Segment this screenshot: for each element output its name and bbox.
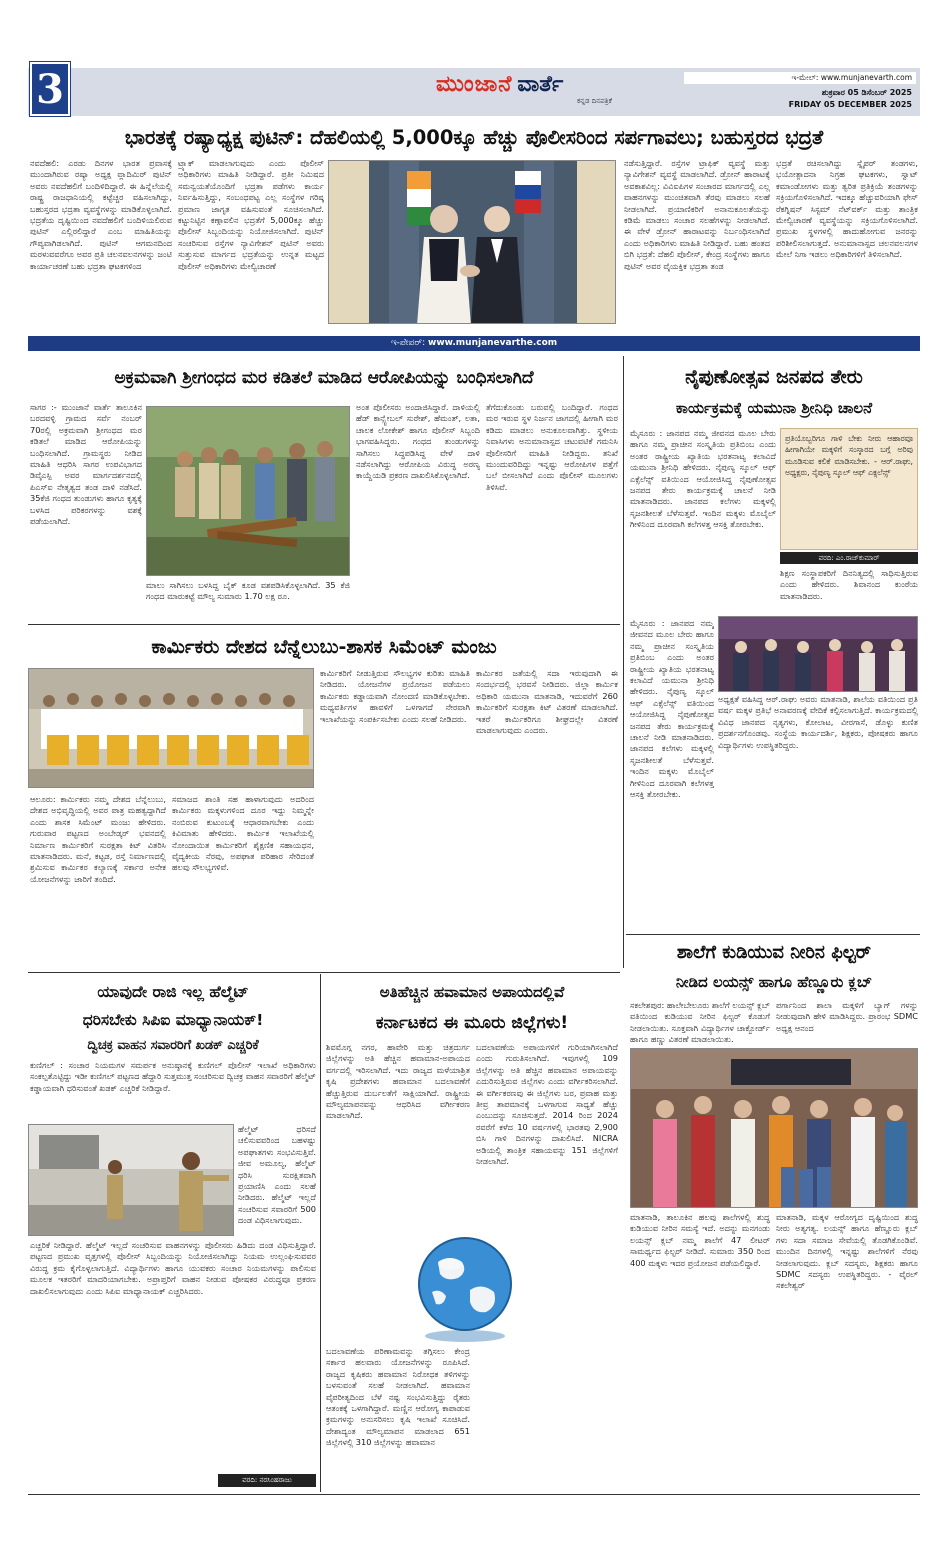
story3-photo-kit-distribution	[28, 668, 314, 788]
epaper-label: ಇ-ಪೇಪರ್:	[390, 338, 426, 348]
masthead-date-kannada: ಶುಕ್ರವಾರ 05 ಡಿಸೆಂಬರ್ 2025	[821, 88, 912, 97]
story2-headline: ಅಕ್ರಮವಾಗಿ ಶ್ರೀಗಂಧದ ಮರ ಕಡಿತಲೆ ಮಾಡಿದ ಆರೋಪಿಯನ್ನು ಬಂಧಿಸಲಾಗಿದೆ	[114, 368, 534, 388]
story4-left-lower-text: ಮೈಸೂರು : ಜಾನಪದ ನಮ್ಮ ಜೀವನದ ಮೂಲ ಬೇರು ಹಾಗೂ ನಮ್ಮ ಪ್ರಾಚೀನ ಸಂಸ್ಕೃತಿಯ ಪ್ರತಿಬಿಂಬ ಎಂದು ಅಂತರ ರಾಷ್ಟ್ರೀಯ ಖ್ಯಾತಿಯ ಭರತನಾಟ್ಯ ಕಲಾವಿದೆ ಯಮುನಾ ಶ್ರೀನಿಧಿ ಹೇಳಿದರು. ನೈಪುಣ್ಯ ಸ್ಕೂಲ್ ಆಫ್ ಎಕ್ಸೆಲೆನ್ಸ್ ವತಿಯಿಂದ ಆಯೋಜಿಸಿದ್ದ ನೈಪುಣೋತ್ಸವ ಜನಪದ ತೇರು ಕಾರ್ಯಕ್ರಮಕ್ಕೆ ಚಾಲನೆ ನೀಡಿ ಮಾತನಾಡಿದರು. ಜಾನಪದ ಕಲೆಗಳು ಮಕ್ಕಳಲ್ಲಿ ಸೃಜನಶೀಲತೆ ಬೆಳೆಸುತ್ತವೆ. ಇಂದಿನ ಮಕ್ಕಳು ಮೊಬೈಲ್ ಗೀಳಿನಿಂದ ದೂರವಾಗಿ ಕಲೆಗಳತ್ತ ಆಸಕ್ತಿ ತೋರಬೇಕು.	[630, 618, 714, 800]
story5-photo-lions-club	[630, 1048, 918, 1208]
kit-distribution-image	[29, 669, 314, 788]
lions-club-event-image	[631, 1049, 918, 1208]
masthead-title-part2: ವಾರ್ತೆ	[517, 72, 564, 97]
page-bottom-rule	[28, 1494, 920, 1495]
story3-headline: ಕಾರ್ಮಿಕರು ದೇಶದ ಬೆನ್ನೆಲುಬು-ಶಾಸಕ ಸಿಮೆಂಟ್ ಮಂಜು	[151, 636, 497, 658]
masthead-date-english: FRIDAY 05 DECEMBER 2025	[788, 100, 912, 109]
story4-subhead: ಕಾರ್ಯಕ್ರಮಕ್ಕೆ ಯಮುನಾ ಶ್ರೀನಿಧಿ ಚಾಲನೆ	[675, 399, 873, 417]
story2-column-2: ಅಂತ ಪೊಲೀಸರು ಅಂದಾಜಿಸಿದ್ದಾರೆ. ದಾಳಿಯಲ್ಲಿ ಹೆಡ್ ಕಾನ್ಸ್ಟೇಬಲ್ ಸುರೇಶ್, ಹೆಮಂತ್, ಲತಾ, ಚಾಲಕ ಲೋಕೇಶ್ ಹಾಗೂ ಪೊಲೀಸ್ ಸಿಬ್ಬಂದಿ ಭಾಗವಹಿಸಿದ್ದರು. ಗಂಧದ ತುಂಡುಗಳನ್ನು ಸಾಗಿಸಲು ಸಿದ್ಧಪಡಿಸಿದ್ದ ವೇಳೆ ದಾಳಿ ನಡೆಸಲಾಗಿದ್ದು ಆರೋಪಿಯ ವಿರುದ್ಧ ಅರಣ್ಯ ಕಾಯ್ದೆಯಡಿ ಪ್ರಕರಣ ದಾಖಲಿಸಿಕೊಳ್ಳಲಾಗಿದೆ.	[356, 402, 480, 481]
epaper-strip	[28, 336, 920, 351]
story3-column-1: ಆಲೂರು: ಕಾರ್ಮಿಕರು ನಮ್ಮ ದೇಶದ ಬೆನ್ನೆಲುಬು, ದೇಶದ ಅಭಿವೃದ್ಧಿಯಲ್ಲಿ ಅವರ ಪಾತ್ರ ಮಹತ್ವದ್ದಾಗಿದೆ ಎಂದು ಶಾಸಕ ಸಿಮೆಂಟ್ ಮಂಜು ಹೇಳಿದರು. ಗುರುವಾರ ಪಟ್ಟಣದ ಅಂಬೇಡ್ಕರ್ ಭವನದಲ್ಲಿ ನಿರ್ಮಾಣ ಕಾರ್ಮಿಕರಿಗೆ ಸುರಕ್ಷತಾ ಕಿಟ್ ವಿತರಿಸಿ ಮಾತನಾಡಿದರು. ಮನೆ, ಕಟ್ಟಡ, ರಸ್ತೆ ನಿರ್ಮಾಣದಲ್ಲಿ ಶ್ರಮಿಸುವ ಕಾರ್ಮಿಕರ ಕಲ್ಯಾಣಕ್ಕೆ ಸರ್ಕಾರ ಅನೇಕ ಯೋಜನೆಗಳನ್ನು ಜಾರಿಗೆ ತಂದಿದೆ.	[30, 794, 166, 884]
story4-headline: ನೈಪುಣೋತ್ಸವ ಜನಪದ ತೇರು	[685, 366, 863, 388]
story7-column-3: ಬದಲಾವಣೆಯ ಪರಿಣಾಮವನ್ನು ತಗ್ಗಿಸಲು ಕೇಂದ್ರ ಸರ್ಕಾರ ಹಲವಾರು ಯೋಜನೆಗಳನ್ನು ರೂಪಿಸಿದೆ. ರಾಜ್ಯದ ಕೃಷಿಕರು ಹವಾಮಾನ ನಿರೋಧಕ ತಳಿಗಳನ್ನು ಬಳಸುವಂತೆ ಸಲಹೆ ನೀಡಲಾಗಿದೆ. ಹವಾಮಾನ ವೈಪರೀತ್ಯದಿಂದ ಬೆಳೆ ನಷ್ಟ ಸಂಭವಿಸುತ್ತಿದ್ದು ರೈತರು ಆತಂಕಕ್ಕೆ ಒಳಗಾಗಿದ್ದಾರೆ. ಮಣ್ಣಿನ ಆರೋಗ್ಯ ಕಾಪಾಡುವ ಕ್ರಮಗಳನ್ನು ಅನುಸರಿಸಲು ಕೃಷಿ ಇಲಾಖೆ ಸೂಚಿಸಿದೆ. ದೇಶಾದ್ಯಂತ ಮೌಲ್ಯಮಾಪನ ಮಾಡಲಾದ 651 ಜಿಲ್ಲೆಗಳಲ್ಲಿ 310 ಜಿಲ್ಲೆಗಳನ್ನು ಹವಾಮಾನ	[326, 1346, 470, 1448]
story6-lead: ಕುಣಿಗಲ್ : ಸಂಚಾರ ನಿಯಮಗಳ ಸಮರ್ಪಕ ಅನುಷ್ಠಾನಕ್ಕೆ ಕುಣಿಗಲ್ ಪೊಲೀಸ್ ಇಲಾಖೆ ಅಧಿಕಾರಿಗಳು ಸಂಕಲ್ಪತೊಟ್ಟಿದ್ದು ಇಡೀ ಕುಣಿಗಲ್ ಪಟ್ಟಣದ ಹೆದ್ದಾರಿ ಸುತ್ತಮುತ್ತ ಸಂಚರಿಸುವ ದ್ವಿಚಕ್ರ ವಾಹನ ಸವಾರರಿಗೆ ಹೆಲ್ಮೆಟ್ ಕಡ್ಡಾಯವಾಗಿ ಧರಿಸುವಂತೆ ಖಡಕ್ ಎಚ್ಚರಿಕೆ ನೀಡಿದ್ದಾರೆ.	[30, 1060, 316, 1093]
story6-credit: ವರದಿ: ನರಸಿಂಹರಾಜು	[218, 1474, 316, 1487]
story2-column-1: ಸಾಗರ :- ಮುಂಜಾನೆ ವಾರ್ತೆ ತಾಲೂಕಿನ ಬರದವಳ್ಳಿ ಗ್ರಾಮದ ಸರ್ವೆ ನಂಬರ್ 70ರಲ್ಲಿ ಅಕ್ರಮವಾಗಿ ಶ್ರೀಗಂಧದ ಮರ ಕಡಿತಲೆ ಮಾಡಿದ ಆರೋಪಿಯನ್ನು ಬಂಧಿಸಲಾಗಿದೆ. ಗ್ರಾಮಸ್ಥರು ನೀಡಿದ ಮಾಹಿತಿ ಆಧರಿಸಿ ಸಾಗರ ಉಪವಿಭಾಗದ ಡಿವೈಎಸ್ಪಿ ಅವರ ಮಾರ್ಗದರ್ಶನದಲ್ಲಿ ಪಿಎಸ್ಐ ನೇತೃತ್ವದ ತಂಡ ದಾಳಿ ನಡೆಸಿದೆ. 35ಕೆಜಿ ಗಂಧದ ತುಂಡುಗಳು ಹಾಗೂ ಕೃತ್ಯಕ್ಕೆ ಬಳಸಿದ ಪರಿಕರಗಳನ್ನು ವಶಕ್ಕೆ ಪಡೆಯಲಾಗಿದೆ.	[30, 402, 142, 527]
story6-column-1: ಹೆಲ್ಮೆಟ್ ಧರಿಸದೆ ಚಲಿಸುವವರಿಂದ ಬಹಳಷ್ಟು ಅಪಘಾತಗಳು ಸಂಭವಿಸುತ್ತಿವೆ. ಜೀವ ಅಮೂಲ್ಯ, ಹೆಲ್ಮೆಟ್ ಧರಿಸಿ ಸುರಕ್ಷಿತವಾಗಿ ಪ್ರಯಾಣಿಸಿ ಎಂದು ಸಲಹೆ ನೀಡಿದರು. ಹೆಲ್ಮೆಟ್ ಇಲ್ಲದೆ ಸಂಚರಿಸುವ ಸವಾರರಿಗೆ 500 ದಂಡ ವಿಧಿಸಲಾಗುವುದು.	[238, 1124, 316, 1226]
lower-section-rule	[28, 972, 620, 973]
story2-caption: ಮಾಲು ಸಾಗಿಸಲು ಬಳಸಿದ್ದ ಬೈಕ್ ಕೂಡ ವಶಪಡಿಸಿಕೊಳ್ಳಲಾಗಿದೆ. 35 ಕೆಜಿ ಗಂಧದ ಮಾರುಕಟ್ಟೆ ಮೌಲ್ಯ ಸುಮಾರು 1.70 ಲಕ್ಷ ರೂ.	[146, 580, 350, 602]
story4-left-lower-fill	[630, 618, 714, 932]
story7-column-2: ಬದಲಾವಣೆಯ ಅಪಾಯಗಳಿಗೆ ಗುರಿಯಾಗಿಸಲಾಗಿದೆ ಎಂದು ಗುರುತಿಸಲಾಗಿದೆ. ಇವುಗಳಲ್ಲಿ 109 ಜಿಲ್ಲೆಗಳನ್ನು ಅತಿ ಹೆಚ್ಚಿನ ಹವಾಮಾನ ಅಪಾಯವನ್ನು ಎದುರಿಸುತ್ತಿರುವ ಜಿಲ್ಲೆಗಳು ಎಂದು ವರ್ಗೀಕರಿಸಲಾಗಿದೆ. ಈ ವರ್ಗೀಕರಣವು ಈ ಜಿಲ್ಲೆಗಳು ಬರ, ಪ್ರವಾಹ ಮತ್ತು ತೀವ್ರ ತಾಪಮಾನಕ್ಕೆ ಒಳಗಾಗುವ ಸಾಧ್ಯತೆ ಹೆಚ್ಚು ಎಂಬುದನ್ನು ಸೂಚಿಸುತ್ತದೆ. 2014 ರಿಂದ 2024 ರವರೆಗೆ ಕಳೆದ 10 ವರ್ಷಗಳಲ್ಲಿ ಭಾರತವು 2,900 ಬಿಸಿ ಗಾಳಿ ದಿನಗಳನ್ನು ದಾಖಲಿಸಿದೆ. NICRA ಅಡಿಯಲ್ಲಿ ತಾಂತ್ರಿಕ ಸಹಾಯವನ್ನು 151 ಜಿಲ್ಲೆಗಳಿಗೆ ನೀಡಲಾಗಿದೆ.	[476, 1042, 618, 1167]
story3-column-4: ಕಾರ್ಮಿಕರ ಜತೆಯಲ್ಲಿ ಸದಾ ಇರುವುದಾಗಿ ಈ ಸಂದರ್ಭದಲ್ಲಿ ಭರವಸೆ ನೀಡಿದರು. ಜಿಲ್ಲಾ ಕಾರ್ಮಿಕ ಅಧಿಕಾರಿ ಯಮುನಾ ಮಾತನಾಡಿ, ಇದುವರೆಗೆ 260 ಕಾರ್ಮಿಕರಿಗೆ ಸುರಕ್ಷತಾ ಕಿಟ್ ವಿತರಣೆ ಮಾಡಲಾಗಿದೆ. ಇತರೆ ಕಾರ್ಮಿಕರಿಗೂ ಶೀಘ್ರದಲ್ಲೇ ವಿತರಣೆ ಮಾಡಲಾಗುವುದು ಎಂದರು.	[476, 668, 618, 736]
masthead-tagline: ಕನ್ನಡ ದಿನಪತ್ರಿಕೆ	[576, 97, 612, 105]
traffic-police-image	[29, 1125, 234, 1236]
globe-icon	[410, 1232, 520, 1344]
story5-headline: ಶಾಲೆಗೆ ಕುಡಿಯುವ ನೀರಿನ ಫಿಲ್ಟರ್	[676, 942, 872, 963]
story1-column-3: ನಡೆಸುತ್ತಿದ್ದಾರೆ. ರಸ್ತೆಗಳ ಟ್ರಾಫಿಕ್ ವ್ಯವಸ್ಥೆ ಮತ್ತು ನ್ಯಾವಿಗೇಶನ್ ವ್ಯವಸ್ಥೆ ಮಾಡಲಾಗಿದೆ. ಡ್ರೋನ್ ಹಾರಾಟಕ್ಕೆ ಅವಕಾಶವಿಲ್ಲ: ವಿವಿಐಪಿಗಳ ಸಂಚಾರದ ಮಾರ್ಗದಲ್ಲಿ ಎಲ್ಲ ವಾಹನಗಳನ್ನು ಮುಂಚಿತವಾಗಿ ತೆರವು ಮಾಡಲು ಸಲಹೆ ನೀಡಲಾಗಿದೆ. ಪ್ರಯಾಣಿಕರಿಗೆ ಅನಾನುಕೂಲತೆಯನ್ನು ಕಡಿಮೆ ಮಾಡಲು ಸಂಚಾರ ಸಲಹೆಗಳನ್ನು ನೀಡಲಾಗಿದೆ. ಈ ವೇಳೆ ಡ್ರೋನ್ ಹಾರಾಟವನ್ನು ನಿರ್ಬಂಧಿಸಲಾಗಿದೆ ಎಂದು ಅಧಿಕಾರಿಗಳು ಮಾಹಿತಿ ನೀಡಿದ್ದಾರೆ. ಬಹು ಹಂತದ ಬಿಗಿ ಭದ್ರತೆ: ದೆಹಲಿ ಪೊಲೀಸ್, ಕೇಂದ್ರ ಸಂಸ್ಥೆಗಳು ಹಾಗೂ ಪುಟಿನ್ ಅವರ ವೈಯಕ್ತಿಕ ಭದ್ರತಾ ತಂಡ	[624, 158, 770, 271]
story5-column-1: ಸಕಲೇಶಪುರ: ಹಾಲೇಬೇಲೂರು ಶಾಲೆಗೆ ಲಯನ್ಸ್ ಕ್ಲಬ್ ವತಿಯಿಂದ ಕುಡಿಯುವ ನೀರಿನ ಫಿಲ್ಟರ್ ಕೊಡುಗೆ ನೀಡಲಾಯಿತು. ಸೂಕ್ತವಾಗಿ ವಿದ್ಯಾರ್ಥಿಗಳ ಚಾಕ್ಬೋರ್ಡ್ ಹಾಗೂ ಹಣ್ಣು ವಿತರಣೆ ಮಾಡಲಾಯಿತು.	[630, 1000, 770, 1045]
story5-column-3: ಮಾತನಾಡಿ, ತಾಲೂಕಿನ ಹಲವು ಶಾಲೆಗಳಲ್ಲಿ ಶುದ್ಧ ಕುಡಿಯುವ ನೀರಿನ ಸಮಸ್ಯೆ ಇದೆ. ಅದನ್ನು ಮನಗಂಡು ಲಯನ್ಸ್ ಕ್ಲಬ್ ನಮ್ಮ ಶಾಲೆಗೆ 47 ಲೀಟರ್ ಸಾಮರ್ಥ್ಯದ ಫಿಲ್ಟರ್ ನೀಡಿದೆ. ಸುಮಾರು 350 ರಿಂದ 400 ಮಕ್ಕಳು ಇದರ ಪ್ರಯೋಜನ ಪಡೆಯಲಿದ್ದಾರೆ.	[630, 1212, 770, 1268]
lower-column-divider	[320, 974, 321, 1492]
story4-quote: ಪ್ರತಿಯೊಬ್ಬರಿಗೂ ಗಾಳಿ ಬೇಕು ನೀರು ಆಹಾರವೂ ಹೀಗಾಗಿಯೇ ಮಕ್ಕಳಿಗೆ ಸಂಸ್ಕಾರದ ಬಗ್ಗೆ ಅರಿವು ಮೂಡಿಸುವ ಕಲಿಕೆ ಮಾಡಿಸಬೇಕು. - ಆರ್.ರಾಘು, ಅಧ್ಯಕ್ಷರು, ನೈಪುಣ್ಯ ಸ್ಕೂಲ್ ಆಫ್ ಎಕ್ಸಲೆನ್ಸ್	[785, 434, 913, 478]
story1-column-1: ನವದೆಹಲಿ: ಎರಡು ದಿನಗಳ ಭಾರತ ಪ್ರವಾಸಕ್ಕೆ ಮುಂದಾಗಿರುವ ರಷ್ಯಾ ಅಧ್ಯಕ್ಷ ವ್ಲಾದಿಮಿರ್ ಪುಟಿನ್ ಅವರು ನವದೆಹಲಿಗೆ ಬಂದಿಳಿದಿದ್ದಾರೆ. ಈ ಹಿನ್ನೆಲೆಯಲ್ಲಿ ರಾಷ್ಟ್ರ ರಾಜಧಾನಿಯಲ್ಲಿ ಕಟ್ಟೆಚ್ಚರ ವಹಿಸಲಾಗಿದ್ದು, ಬಹುಸ್ತರದ ಭದ್ರತಾ ವ್ಯವಸ್ಥೆಗಳನ್ನು ಮಾಡಿಕೊಳ್ಳಲಾಗಿದೆ. ಭದ್ರತೆಯ ದೃಷ್ಟಿಯಿಂದ ನವದೆಹಲಿಗೆ ಬಂದಿಳಿಯಲಿರುವ ಪುಟಿನ್ ಎಲ್ಲಿರಲಿದ್ದಾರೆ ಎಂಬ ಮಾಹಿತಿಯನ್ನು ಗೌಪ್ಯವಾಗಿಡಲಾಗಿದೆ. ಪುಟಿನ್ ಆಗಮನದಿಂದ ಮರಳುವವರೆಗೂ ಅವರ ಪ್ರತಿ ಚಲನವಲನಗಳನ್ನು ಜಂಟಿ ಕಾರ್ಯಾಚರಣೆ ಬಹು ಭದ್ರತಾ ಘಟಕಗಳಿಂದ	[30, 158, 172, 271]
section-divider	[28, 624, 620, 625]
story1-column-4: ಭದ್ರತೆ ರಚಿಸಲಾಗಿದ್ದು ಸ್ನೈಪರ್ ತಂಡಗಳು, ಭಯೋತ್ಪಾದನಾ ನಿಗ್ರಹ ಘಟಕಗಳು, ಸ್ವಾಟ್ ಕಮಾಂಡೋಗಳು ಮತ್ತು ತ್ವರಿತ ಪ್ರತಿಕ್ರಿಯೆ ತಂಡಗಳನ್ನು ಸಕ್ರಿಯಗೊಳಿಸಲಾಗಿದೆ. ಇದಕ್ಕೂ ಹೆಚ್ಚುವರಿಯಾಗಿ ಫೇಸ್ ರೆಕಗ್ನಿಷನ್ ಸಿಸ್ಟಮ್ ನೆಟ್‌ವರ್ಕ್ ಮತ್ತು ತಾಂತ್ರಿಕ ಮೇಲ್ವಿಚಾರಣೆ ವ್ಯವಸ್ಥೆಯನ್ನು ಸಕ್ರಿಯಗೊಳಿಸಲಾಗಿದೆ. ಪ್ರಮುಖ ಸ್ಥಳಗಳಲ್ಲಿ ಹಾದುಹೋಗುವ ಜನರನ್ನು ಪರಿಶೀಲಿಸಲಾಗುತ್ತದೆ. ಅನುಮಾನಾಸ್ಪದ ಚಲನವಲನಗಳ ಮೇಲೆ ನಿಗಾ ಇಡಲು ಅಧಿಕಾರಿಗಳಿಗೆ ತಿಳಿಸಲಾಗಿದೆ.	[776, 158, 918, 260]
summit-handshake-image	[329, 161, 616, 324]
story1-headline: ಭಾರತಕ್ಕೆ ರಷ್ಯಾಧ್ಯಕ್ಷ ಪುಟಿನ್: ದೆಹಲಿಯಲ್ಲಿ 5,000ಕ್ಕೂ ಹೆಚ್ಚು ಪೊಲೀಸರಿಂದ ಸರ್ಪಗಾವಲು; ಬಹುಸ್ತರದ ಭದ್ರತೆ	[124, 126, 824, 149]
story6-photo-traffic-police	[28, 1124, 234, 1236]
masthead-title-part1: ಮುಂಜಾನೆ	[436, 72, 513, 97]
story2-column-3: ತೆಗೆದುಕೊಂಡು ಬರುವಲ್ಲಿ ಬಂದಿದ್ದಾರೆ. ಗಂಧದ ಮರ ಇರುವ ಸ್ಥಳ ನಿರ್ಜನ ಜಾಗದಲ್ಲಿ ಹೀಗಾಗಿ ಮರ ಕಡಿದು ಮಾಡಲು ಅನುಕೂಲವಾಗಿತ್ತು. ಸ್ಥಳೀಯ ನಿವಾಸಿಗಳು ಅನುಮಾನಾಸ್ಪದ ಚಟುವಟಿಕೆ ಗಮನಿಸಿ ಪೊಲೀಸರಿಗೆ ಮಾಹಿತಿ ನೀಡಿದ್ದರು. ತನಿಖೆ ಮುಂದುವರಿದಿದ್ದು ಇನ್ನಷ್ಟು ಆರೋಪಿಗಳ ಪತ್ತೆಗೆ ಬಲೆ ಬೀಸಲಾಗಿದೆ ಎಂದು ಪೊಲೀಸ್ ಮೂಲಗಳು ತಿಳಿಸಿವೆ.	[486, 402, 618, 492]
page-number-badge	[30, 62, 70, 116]
police-seizure-image	[147, 407, 350, 576]
story6-headline-line1: ಯಾವುದೇ ರಾಜಿ ಇಲ್ಲ ಹೆಲ್ಮೆಟ್	[97, 983, 249, 1001]
story4-column-3-text: ಅಧ್ಯಕ್ಷತೆ ವಹಿಸಿದ್ದ ಆರ್.ರಾಘು ಅವರು ಮಾತನಾಡಿ, ಶಾಲೆಯ ವತಿಯಿಂದ ಪ್ರತಿ ವರ್ಷ ಮಕ್ಕಳ ಪ್ರತಿಭೆ ಅನಾವರಣಕ್ಕೆ ವೇದಿಕೆ ಕಲ್ಪಿಸಲಾಗುತ್ತಿದೆ. ಕಾರ್ಯಕ್ರಮದಲ್ಲಿ ವಿವಿಧ ಜಾನಪದ ನೃತ್ಯಗಳು, ಕೋಲಾಟ, ವೀರಗಾಸೆ, ಡೊಳ್ಳು ಕುಣಿತ ಪ್ರದರ್ಶನಗೊಂಡವು. ಸಂಸ್ಥೆಯ ಕಾರ್ಯದರ್ಶಿ, ಶಿಕ್ಷಕರು, ಪೋಷಕರು ಹಾಗೂ ವಿದ್ಯಾರ್ಥಿಗಳು ಉಪಸ್ಥಿತರಿದ್ದರು.	[718, 694, 918, 750]
story6-headline-line3: ದ್ವಿಚಕ್ರ ವಾಹನ ಸವಾರರಿಗೆ ಖಡಕ್ ಎಚ್ಚರಿಕೆ	[87, 1038, 259, 1053]
story4-bottom-rule	[626, 934, 920, 935]
story4-photo-stage	[718, 616, 918, 692]
masthead-logo	[436, 72, 636, 112]
story5-subhead: ನೀಡಿದ ಲಯನ್ಸ್ ಹಾಗೂ ಹೆಣ್ಣೂರು ಕ್ಲಬ್	[675, 973, 873, 991]
story1-column-2: ಟ್ರ್ಯಾಕ್ ಮಾಡಲಾಗುವುದು ಎಂದು ಪೊಲೀಸ್ ಅಧಿಕಾರಿಗಳು ಮಾಹಿತಿ ನೀಡಿದ್ದಾರೆ. ಪ್ರತೀ ನಿಮಿಷದ ಸಮನ್ವಯತೆಯೊಂದಿಗೆ ಭದ್ರತಾ ಪಡೆಗಳು ಕಾರ್ಯ ನಿರ್ವಹಿಸುತ್ತಿದ್ದು, ಸಂಬಂಧಪಟ್ಟ ಎಲ್ಲ ಸಂಸ್ಥೆಗಳ ಗರಿಷ್ಠ ಪ್ರಮಾಣ ಜಾಗೃತ ವಹಿಸುವಂತೆ ಸೂಚಿಸಲಾಗಿದೆ. ಕಟ್ಟುನಿಟ್ಟಿನ ಕಣ್ಗಾವಲಿನ ಭದ್ರತೆಗೆ 5,000ಕ್ಕೂ ಹೆಚ್ಚು ಪೊಲೀಸ್ ಸಿಬ್ಬಂದಿಯನ್ನು ನಿಯೋಜಿಸಲಾಗಿದೆ. ಪುಟಿನ್ ಸಂಚರಿಸುವ ರಸ್ತೆಗಳ ನ್ಯಾವಿಗೇಶನ್ ಪುಟಿನ್ ಅವರು ಸುತ್ತುಸುವ ಮಾರ್ಗದ ಭದ್ರತೆಯನ್ನು ಉನ್ನತ ಮಟ್ಟದ ಪೊಲೀಸ್ ಅಧಿಕಾರಿಗಳು ಮೇಲ್ವಿಚಾರಣೆ	[178, 158, 324, 271]
page-number: 3	[36, 66, 64, 113]
story3-column-2: ಸಮಾಜದ ಶಾಂತಿ ಸಹ ಹಾಳಾಗುವುದು ಅದರಿಂದ ಕಾರ್ಮಿಕರು ಮಕ್ಕಳುಗಳಿಂದ ದೂರ ಇದ್ದು ನಿಮ್ಮನ್ನೇ ನಂಬಿರುವ ಕುಟುಂಬಕ್ಕೆ ಆಧಾರವಾಗಬೇಕು ಎಂದು ಕಿವಿಮಾತು ಹೇಳಿದರು. ಕಾರ್ಮಿಕ ಇಲಾಖೆಯಲ್ಲಿ ನೋಂದಾಯಿತ ಕಾರ್ಮಿಕರಿಗೆ ಶೈಕ್ಷಣಿಕ ಸಹಾಯಧನ, ವೈದ್ಯಕೀಯ ನೆರವು, ಅಪಘಾತ ಪರಿಹಾರ ಸೇರಿದಂತೆ ಹಲವು ಸೌಲಭ್ಯಗಳಿವೆ.	[172, 794, 314, 873]
story5-column-4: ಮಾತನಾಡಿ, ಮಕ್ಕಳ ಆರೋಗ್ಯದ ದೃಷ್ಟಿಯಿಂದ ಶುದ್ಧ ನೀರು ಅತ್ಯಗತ್ಯ. ಲಯನ್ಸ್ ಹಾಗೂ ಹೆಣ್ಣೂರು ಕ್ಲಬ್ ಗಳು ಸದಾ ಸಮಾಜ ಸೇವೆಯಲ್ಲಿ ತೊಡಗಿಕೊಂಡಿವೆ. ಮುಂದಿನ ದಿನಗಳಲ್ಲಿ ಇನ್ನಷ್ಟು ಶಾಲೆಗಳಿಗೆ ನೆರವು ನೀಡಲಾಗುವುದು. ಕ್ಲಬ್ ಸದಸ್ಯರು, ಶಿಕ್ಷಕರು ಹಾಗೂ SDMC ಸದಸ್ಯರು ಉಪಸ್ಥಿತರಿದ್ದರು. - ವೈರಲ್ ಸಕಲೇಶ್ವರ್	[776, 1212, 918, 1291]
story6-headline-line2: ಧರಿಸಬೇಕು ಸಿಪಿಐ ಮಾಧ್ಯಾನಾಯಕ್!	[82, 1011, 264, 1029]
story2-photo-police-seizure	[146, 406, 350, 576]
masthead-website: ಇ-ಮೇಲ್: www.munjanevarth.com	[684, 72, 916, 84]
story7-column-1: ಶಿವಮೊಗ್ಗ ನಗರ, ಹಾವೇರಿ ಮತ್ತು ಚಿತ್ರದುರ್ಗ ಜಿಲ್ಲೆಗಳನ್ನು ಅತಿ ಹೆಚ್ಚಿನ ಹವಾಮಾನ-ಅಪಾಯದ ವರ್ಗದಲ್ಲಿ ಇರಿಸಲಾಗಿದೆ. ಇದು ರಾಜ್ಯದ ಮಳೆಯಾಶ್ರಿತ ಕೃಷಿ ಪ್ರದೇಶಗಳು ಹವಾಮಾನ ಬದಲಾವಣೆಗೆ ಹೆಚ್ಚುತ್ತಿರುವ ದುರ್ಬಲತೆಗೆ ಸಾಕ್ಷಿಯಾಗಿದೆ. ರಾಷ್ಟ್ರೀಯ ಮೌಲ್ಯಮಾಪನವನ್ನು ಆಧರಿಸಿದ ವರ್ಗೀಕರಣ ಮಾಡಲಾಗಿದೆ.	[326, 1042, 470, 1121]
story7-headline-line1: ಅತಿಹೆಚ್ಚಿನ ಹವಾಮಾನ ಅಪಾಯದಲ್ಲಿವೆ	[379, 983, 565, 1001]
story6-body: ಎಚ್ಚರಿಕೆ ನೀಡಿದ್ದಾರೆ. ಹೆಲ್ಮೆಟ್ ಇಲ್ಲದೆ ಸಂಚರಿಸುವ ವಾಹನಗಳನ್ನು ಪೊಲೀಸರು ಹಿಡಿದು ದಂಡ ವಿಧಿಸುತ್ತಿದ್ದಾರೆ. ಪಟ್ಟಣದ ಪ್ರಮುಖ ವೃತ್ತಗಳಲ್ಲಿ ಪೊಲೀಸ್ ಸಿಬ್ಬಂದಿಯನ್ನು ನಿಯೋಜಿಸಲಾಗಿದ್ದು ನಿಯಮ ಉಲ್ಲಂಘಿಸುವವರ ವಿರುದ್ಧ ಕ್ರಮ ಕೈಗೊಳ್ಳಲಾಗುತ್ತಿದೆ. ವಿದ್ಯಾರ್ಥಿಗಳು ಹಾಗೂ ಯುವಕರು ಸಂಚಾರ ನಿಯಮಗಳನ್ನು ಪಾಲಿಸುವ ಮೂಲಕ ಇತರರಿಗೆ ಮಾದರಿಯಾಗಬೇಕು. ಅಪ್ರಾಪ್ತರಿಗೆ ವಾಹನ ನೀಡುವ ಪೋಷಕರ ವಿರುದ್ಧವೂ ಪ್ರಕರಣ ದಾಖಲಿಸಲಾಗುವುದು ಎಂದು ಸಿಪಿಐ ಮಾಧ್ಯಾನಾಯಕ್ ಎಚ್ಚರಿಸಿದರು.	[30, 1240, 316, 1296]
column-divider-right	[623, 356, 624, 968]
epaper-url[interactable]: www.munjanevarthe.com	[428, 338, 558, 348]
story4-column-2: ಶಿಕ್ಷಣ ಸಂಸ್ಥಾಪಕರಿಗೆ ದಿನನಿತ್ಯದಲ್ಲಿ ಸಾಧಿಸುತ್ತಿರುವ ಎಂದು ಹೇಳಿದರು. ಶಿವಾನಂದ ಕುಂಠೆಯ ಮಾತನಾಡಿದರು.	[780, 568, 918, 601]
story1-photo-putin-modi	[328, 160, 616, 324]
story7-photo-globe	[410, 1232, 520, 1344]
story4-column-1: ಮೈಸೂರು : ಜಾನಪದ ನಮ್ಮ ಜೀವನದ ಮೂಲ ಬೇರು ಹಾಗೂ ನಮ್ಮ ಪ್ರಾಚೀನ ಸಂಸ್ಕೃತಿಯ ಪ್ರತಿಬಿಂಬ ಎಂದು ಅಂತರ ರಾಷ್ಟ್ರೀಯ ಖ್ಯಾತಿಯ ಭರತನಾಟ್ಯ ಕಲಾವಿದೆ ಯಮುನಾ ಶ್ರೀನಿಧಿ ಹೇಳಿದರು. ನೈಪುಣ್ಯ ಸ್ಕೂಲ್ ಆಫ್ ಎಕ್ಸೆಲೆನ್ಸ್ ವತಿಯಿಂದ ಆಯೋಜಿಸಿದ್ದ ನೈಪುಣೋತ್ಸವ ಜನಪದ ತೇರು ಕಾರ್ಯಕ್ರಮಕ್ಕೆ ಚಾಲನೆ ನೀಡಿ ಮಾತನಾಡಿದರು. ಜಾನಪದ ಕಲೆಗಳು ಮಕ್ಕಳಲ್ಲಿ ಸೃಜನಶೀಲತೆ ಬೆಳೆಸುತ್ತವೆ. ಇಂದಿನ ಮಕ್ಕಳು ಮೊಬೈಲ್ ಗೀಳಿನಿಂದ ದೂರವಾಗಿ ಕಲೆಗಳತ್ತ ಆಸಕ್ತಿ ತೋರಬೇಕು.	[630, 428, 776, 530]
stage-event-image	[719, 617, 918, 692]
story4-photo-credit: ವರದಿ: ಎಂ.ರಾಜ್‌ಕುಮಾರ್	[780, 552, 918, 564]
story4-quote-box	[780, 428, 918, 550]
story7-column-1b	[326, 1236, 410, 1336]
story3-column-3: ಕಾರ್ಮಿಕರಿಗೆ ನೀಡುತ್ತಿರುವ ಸೌಲಭ್ಯಗಳ ಕುರಿತು ಮಾಹಿತಿ ನೀಡಿದರು. ಯೋಜನೆಗಳ ಪ್ರಯೋಜನ ಪಡೆಯಲು ಕಾರ್ಮಿಕರು ಕಡ್ಡಾಯವಾಗಿ ನೋಂದಣಿ ಮಾಡಿಕೊಳ್ಳಬೇಕು. ಮಧ್ಯವರ್ತಿಗಳ ಹಾವಳಿಗೆ ಒಳಗಾಗದೆ ನೇರವಾಗಿ ಇಲಾಖೆಯನ್ನು ಸಂಪರ್ಕಿಸಬೇಕು ಎಂದು ಸಲಹೆ ನೀಡಿದರು.	[320, 668, 470, 724]
story7-headline-line2: ಕರ್ನಾಟಕದ ಈ ಮೂರು ಜಿಲ್ಲೆಗಳು!	[375, 1013, 569, 1033]
story5-column-2: ಪರ್ಗಾನಿಂದ ಶಾಲಾ ಮಕ್ಕಳಿಗೆ ಬ್ಯಾಗ್ ಗಳನ್ನು ನೀಡುವುದಾಗಿ ಹೇಳಿ ಮಾಡಿಸಿದ್ದರು. ಪ್ರಾರಂಭ SDMC ಅಧ್ಯಕ್ಷ ಆನಂದ	[776, 1000, 918, 1033]
